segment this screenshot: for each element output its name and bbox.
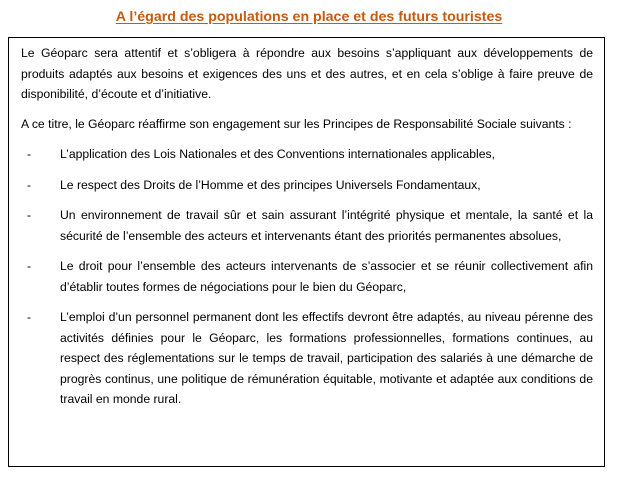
list-item [21,175,593,196]
page-title [0,8,618,26]
content-box [8,37,605,467]
list-item-text: Un environnement de travail sûr et sain assurant l’intégrité physique et mentale, la santé et la sécurité de l’ensemble des acteurs et intervenants étant des priorités permanentes absolues, [60,208,593,243]
list-item [21,205,593,246]
list-item-text: Le droit pour l’ensemble des acteurs intervenants de s’associer et se réunir collectivement afin d’établir toutes formes de négociations pour le bien du Géoparc, [60,259,593,294]
bullet-dash: - [27,177,32,192]
list-item [21,307,593,410]
list-item [21,144,593,165]
list-item-text: Le respect des Droits de l’Homme et des principes Universels Fondamentaux, [60,177,481,192]
principles-list [21,144,593,410]
list-item-text: L’application des Lois Nationales et des Conventions internationales applicables, [60,147,495,161]
intro-paragraph: Le Géoparc sera attentif et s’obligera à répondre aux besoins s’appliquant aux développements de produits adaptés aux besoins et exigences des uns et des autres, et en cela s’oblige à faire preuve de disponibilité, d’écoute et d’initiative. [21,46,593,101]
page-title-text: A l’égard des populations en place et des futurs touristes [115,9,503,25]
content-body [21,43,593,420]
list-item [21,256,593,297]
bullet-dash: - [27,259,32,273]
principles-intro-paragraph: A ce titre, le Géoparc réaffirme son engagement sur les Principes de Responsabilité Sociale suivants : [21,116,572,131]
bullet-dash: - [27,147,32,161]
bullet-dash: - [27,208,32,222]
list-item-text: L’emploi d’un personnel permanent dont les effectifs devront être adaptés, au niveau pérenne des activités définies pour le Géoparc, les formations professionnelles, formations continues, au respect des réglementations sur le temps de travail, participation des salariés à une démarche de progrès continus, une politique de rémunération équitable, motivante et adaptée aux conditions de travail en monde rural. [60,310,593,406]
bullet-dash: - [27,310,32,324]
